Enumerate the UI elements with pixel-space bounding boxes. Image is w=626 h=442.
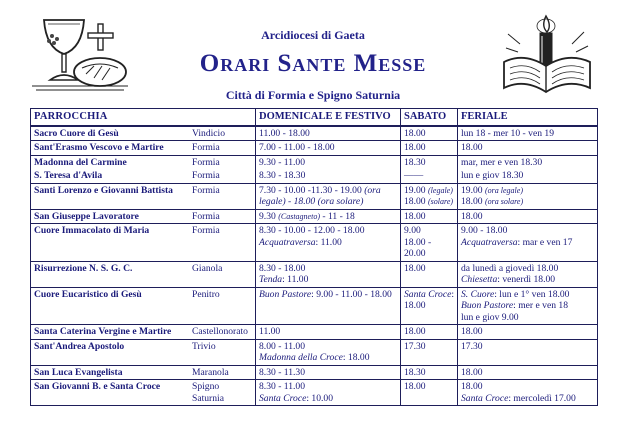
saturday-times: 18.30	[401, 155, 458, 169]
table-row	[31, 261, 598, 287]
time-text: da lunedì a giovedì 18.00	[461, 262, 559, 274]
parish-name: Madonna del Carmine	[31, 155, 190, 169]
weekday-times: 18.00	[458, 325, 598, 340]
weekday-times	[458, 287, 598, 325]
page-header	[0, 0, 626, 110]
table-row	[31, 169, 598, 183]
sunday-times: 8.30 - 18.30	[256, 169, 401, 183]
sunday-times	[256, 183, 401, 209]
sunday-times: 11.00 - 18.00	[256, 126, 401, 141]
table-row	[31, 380, 598, 406]
table-row	[31, 126, 598, 141]
mass-schedule-table	[30, 108, 598, 406]
sunday-times: 8.30 - 11.30	[256, 365, 401, 380]
time-text: 18.00	[404, 196, 426, 207]
parish-location: Gianola	[189, 261, 256, 287]
note-text: Tenda	[259, 274, 283, 285]
note-text: Chiesetta	[461, 274, 498, 285]
parish-name: Risurrezione N. S. G. C.	[31, 261, 190, 287]
parish-location: Vindicio	[189, 126, 256, 141]
parish-location: Formia	[189, 224, 256, 262]
saturday-times	[401, 287, 458, 325]
sunday-times	[256, 287, 401, 325]
table-row	[31, 155, 598, 169]
time-text: : mercoledì 17.00	[508, 392, 576, 404]
parish-location: Penitro	[189, 287, 256, 325]
parish-name: San Luca Evangelista	[31, 365, 190, 380]
page-title: Orari Sante Messe	[199, 50, 427, 77]
time-text: : 11.00	[282, 274, 309, 285]
note-text: (legale)	[428, 185, 453, 195]
parish-name: Sant'Andrea Apostolo	[31, 339, 190, 365]
saturday-times: 18.00	[401, 380, 458, 406]
parish-name: Santa Caterina Vergine e Martire	[31, 325, 190, 340]
time-text: 18.00	[461, 381, 483, 392]
sunday-times	[256, 224, 401, 262]
time-text: : lun e 1° ven 18.00	[494, 288, 570, 300]
note-text: (ora	[364, 184, 381, 196]
time-text: lun e giov 9.00	[461, 311, 519, 323]
parish-location: Castellonorato	[189, 325, 256, 340]
time-text: 8.30 - 18.00	[259, 262, 306, 274]
sunday-times: 9.30 - 11.00	[256, 155, 401, 169]
note-text: Acquatraversa	[259, 236, 316, 248]
parish-name: Sant'Erasmo Vescovo e Martire	[31, 141, 190, 156]
saturday-times: 18.00	[401, 325, 458, 340]
saturday-times: 18.00	[401, 209, 458, 224]
time-text: 18.00	[461, 196, 483, 207]
time-text: 18.00	[404, 300, 426, 311]
table-row	[31, 141, 598, 156]
saturday-times: ——	[401, 169, 458, 183]
note-text: Madonna della Croce	[259, 352, 343, 363]
note-text: (ora solare)	[485, 197, 524, 206]
parish-location: Maranola	[189, 365, 256, 380]
page-subtitle: Città di Formia e Spigno Saturnia	[225, 88, 401, 102]
time-text: 9.00	[404, 225, 421, 236]
weekday-times: lun e giov 18.30	[458, 169, 598, 183]
parish-location: Formia	[189, 141, 256, 156]
time-text: : 10.00	[306, 392, 333, 404]
weekday-times	[458, 183, 598, 209]
parish-name: Santi Lorenzo e Giovanni Battista	[31, 183, 190, 209]
parish-name: San Giuseppe Lavoratore	[31, 209, 190, 224]
saturday-times: 18.00	[401, 141, 458, 156]
time-text: : 11.00	[315, 236, 342, 248]
time-text: : mer e ven 18	[513, 300, 569, 311]
time-text: - 18.00	[288, 196, 316, 207]
time-text: 18.00 - 20.00	[404, 236, 432, 259]
note-text: legale)	[259, 196, 286, 207]
time-text: 9.00 - 18.00	[461, 225, 508, 236]
col-header-weekday: FERIALE	[458, 109, 598, 126]
sunday-times	[256, 339, 401, 365]
weekday-times: 18.00	[458, 209, 598, 224]
parish-name: Sacro Cuore di Gesù	[31, 126, 190, 141]
parish-name: S. Teresa d'Avila	[31, 169, 190, 183]
note-text: Santa Croce	[461, 392, 509, 404]
time-text: 8.30 - 11.00	[259, 381, 306, 392]
table-row	[31, 365, 598, 380]
saturday-times: 18.00	[401, 126, 458, 141]
table-header-row	[31, 109, 598, 126]
note-text: (Castagneto)	[278, 211, 320, 221]
time-text: :	[451, 288, 455, 300]
saturday-times	[401, 224, 458, 262]
saturday-times: 18.00	[401, 261, 458, 287]
time-text: 7.30 - 10.00 -11.30 - 19.00	[259, 184, 362, 196]
sunday-times	[256, 380, 401, 406]
weekday-times: 18.00	[458, 365, 598, 380]
note-text: (solare)	[428, 197, 454, 206]
saturday-times: 17.30	[401, 339, 458, 365]
time-text: 19.00	[461, 184, 483, 196]
parish-location: Spigno Saturnia	[189, 380, 256, 406]
weekday-times: lun 18 - mer 10 - ven 19	[458, 126, 598, 141]
note-text: Buon Pastore	[259, 288, 312, 300]
weekday-times: mar, mer e ven 18.30	[458, 155, 598, 169]
time-text: : 9.00 - 11.00 - 18.00	[311, 288, 392, 300]
weekday-times: 17.30	[458, 339, 598, 365]
table-row	[31, 325, 598, 340]
note-text: Acquatraversa	[461, 236, 518, 248]
saturday-times	[401, 183, 458, 209]
col-header-saturday: SABATO	[401, 109, 458, 126]
time-text: : mar e ven 17	[517, 236, 573, 248]
note-text: (ora solare)	[317, 196, 364, 207]
parish-name: Cuore Eucaristico di Gesù	[31, 287, 190, 325]
parish-location: Formia	[189, 183, 256, 209]
time-text: - 11 - 18	[322, 210, 355, 222]
note-text: Santa Croce	[404, 288, 452, 300]
table-row	[31, 287, 598, 325]
col-header-parish: PARROCCHIA	[31, 109, 256, 126]
saturday-times: 18.30	[401, 365, 458, 380]
weekday-times	[458, 380, 598, 406]
sunday-times: 11.00	[256, 325, 401, 340]
parish-location: Formia	[189, 209, 256, 224]
sunday-times: 7.00 - 11.00 - 18.00	[256, 141, 401, 156]
note-text: S. Cuore	[461, 288, 495, 300]
weekday-times	[458, 261, 598, 287]
time-text: : venerdì 18.00	[497, 274, 556, 285]
time-text: 8.30 - 10.00 - 12.00 - 18.00	[259, 225, 365, 236]
book-candle-icon	[500, 14, 594, 98]
weekday-times: 18.00	[458, 141, 598, 156]
parish-location: Trivio	[189, 339, 256, 365]
parish-name: San Giovanni B. e Santa Croce	[31, 380, 190, 406]
parish-name: Cuore Immacolato di Maria	[31, 224, 190, 262]
sunday-times	[256, 209, 401, 224]
time-text: 9.30	[259, 210, 276, 222]
note-text: (ora legale)	[485, 185, 523, 195]
note-text: Santa Croce	[259, 392, 307, 404]
parish-location: Formia	[189, 155, 256, 169]
note-text: Buon Pastore	[461, 300, 514, 311]
table-row	[31, 183, 598, 209]
diocese-name: Arcidiocesi di Gaeta	[261, 28, 365, 42]
time-text: 19.00	[404, 184, 426, 196]
time-text: 8.00 - 11.00	[259, 340, 306, 352]
table-row	[31, 224, 598, 262]
weekday-times	[458, 224, 598, 262]
parish-location: Formia	[189, 169, 256, 183]
time-text: : 18.00	[342, 352, 370, 363]
sunday-times	[256, 261, 401, 287]
col-header-sunday: DOMENICALE E FESTIVO	[256, 109, 401, 126]
table-row	[31, 209, 598, 224]
table-row	[31, 339, 598, 365]
